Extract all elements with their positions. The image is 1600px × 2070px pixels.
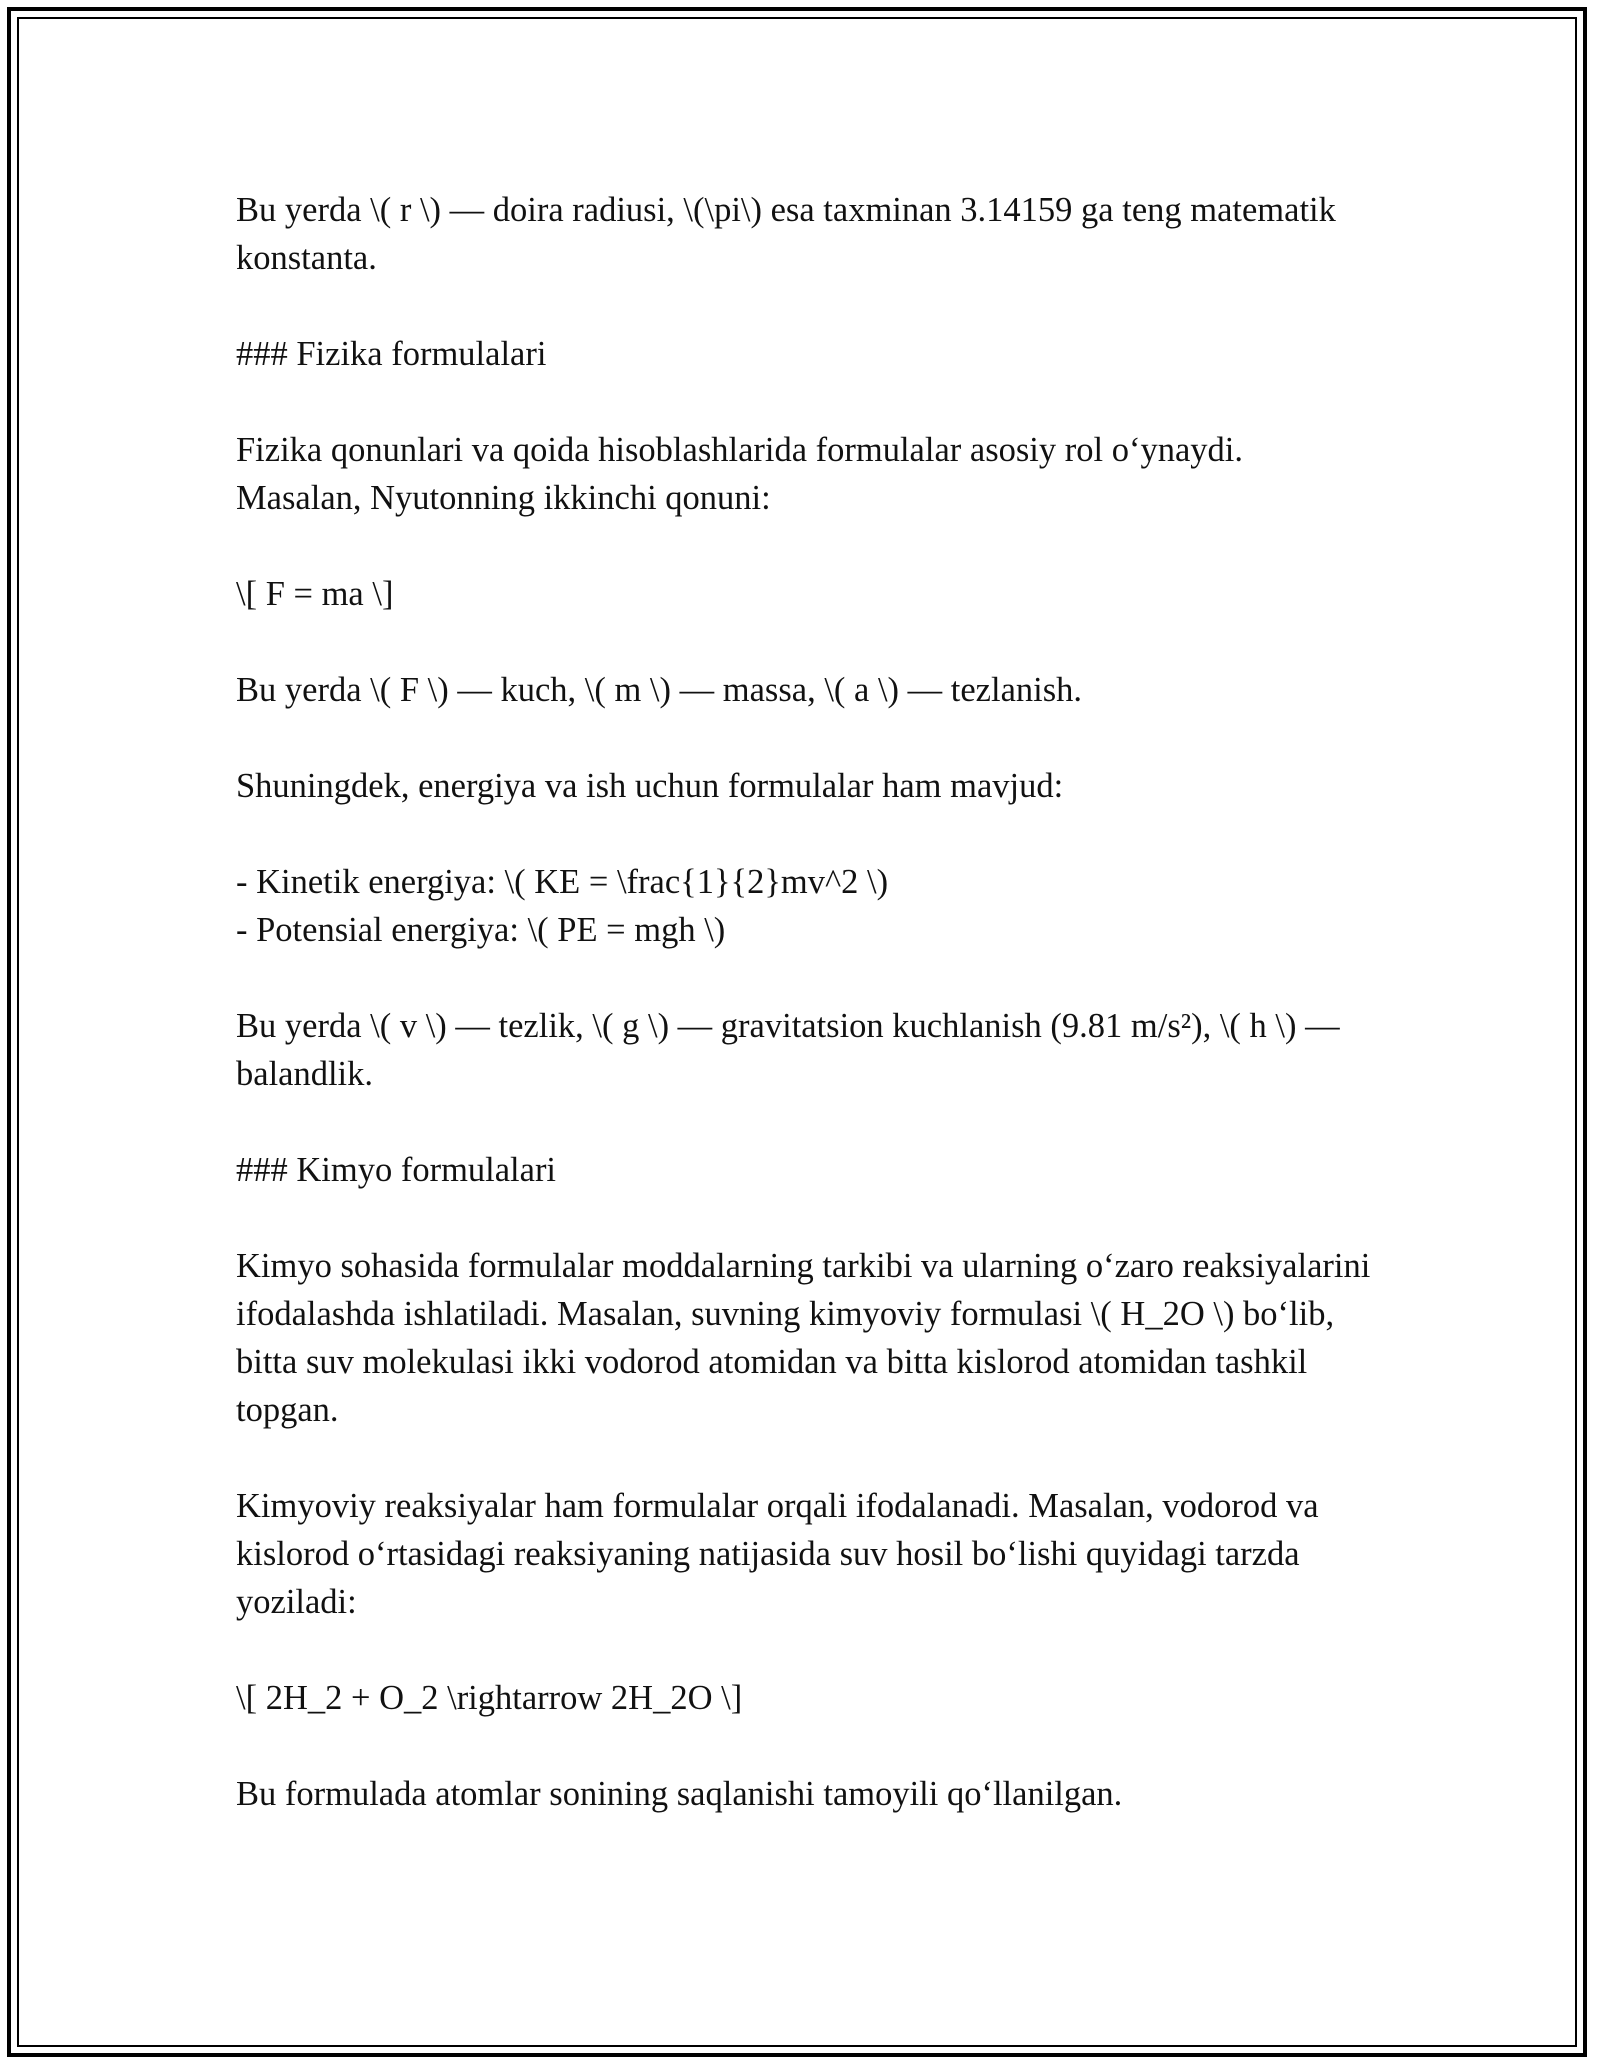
formula-water-reaction: \[ 2H_2 + O_2 \rightarrow 2H_2O \]: [236, 1679, 743, 1717]
paragraph-chemistry-intro: Kimyo sohasida formulalar moddalarning tarkibi va ularning oʻzaro reaksiyalarini ifodalashda ishlatiladi. Masalan, suvning kimyoviy formulasi \( H_2O \) boʻlib, bitta suv molekulasi ikki vodorod atomidan va bitta kislorod atomidan tashkil topgan.: [236, 1247, 1371, 1429]
paragraph-conservation: Bu formulada atomlar sonining saqlanishi tamoyili qoʻllanilgan.: [236, 1775, 1123, 1813]
paragraph-chemical-reactions: Kimyoviy reaksiyalar ham formulalar orqali ifodalanadi. Masalan, vodorod va kislorod oʻrtasidagi reaksiyaning natijasida suv hosil boʻlishi quyidagi tarzda yoziladi:: [236, 1487, 1319, 1621]
paragraph-newton-variables: Bu yerda \( F \) — kuch, \( m \) — massa, \( a \) — tezlanish.: [236, 671, 1083, 709]
heading-chemistry: ### Kimyo formulalari: [236, 1151, 557, 1189]
heading-physics: ### Fizika formulalari: [236, 335, 547, 373]
paragraph-physics-intro: Fizika qonunlari va qoida hisoblashlarida formulalar asosiy rol oʻynaydi. Masalan, Nyutonning ikkinchi qonuni:: [236, 431, 1243, 517]
paragraph-circle-note: Bu yerda \( r \) — doira radiusi, \(\pi\) esa taxminan 3.14159 ga teng matematik konstanta.: [236, 191, 1336, 277]
document-body: [236, 186, 1376, 1866]
paragraph-energy-intro: Shuningdek, energiya va ish uchun formulalar ham mavjud:: [236, 767, 1064, 805]
energy-formula-list: [236, 858, 1376, 954]
formula-newton: \[ F = ma \]: [236, 575, 394, 613]
paragraph-energy-variables: Bu yerda \( v \) — tezlik, \( g \) — gravitatsion kuchlanish (9.81 m/s²), \( h \) — balandlik.: [236, 1007, 1340, 1093]
list-item-kinetic-energy: - Kinetik energiya: \( KE = \frac{1}{2}mv^2 \): [236, 863, 889, 901]
list-item-potential-energy: - Potensial energiya: \( PE = mgh \): [236, 911, 726, 949]
